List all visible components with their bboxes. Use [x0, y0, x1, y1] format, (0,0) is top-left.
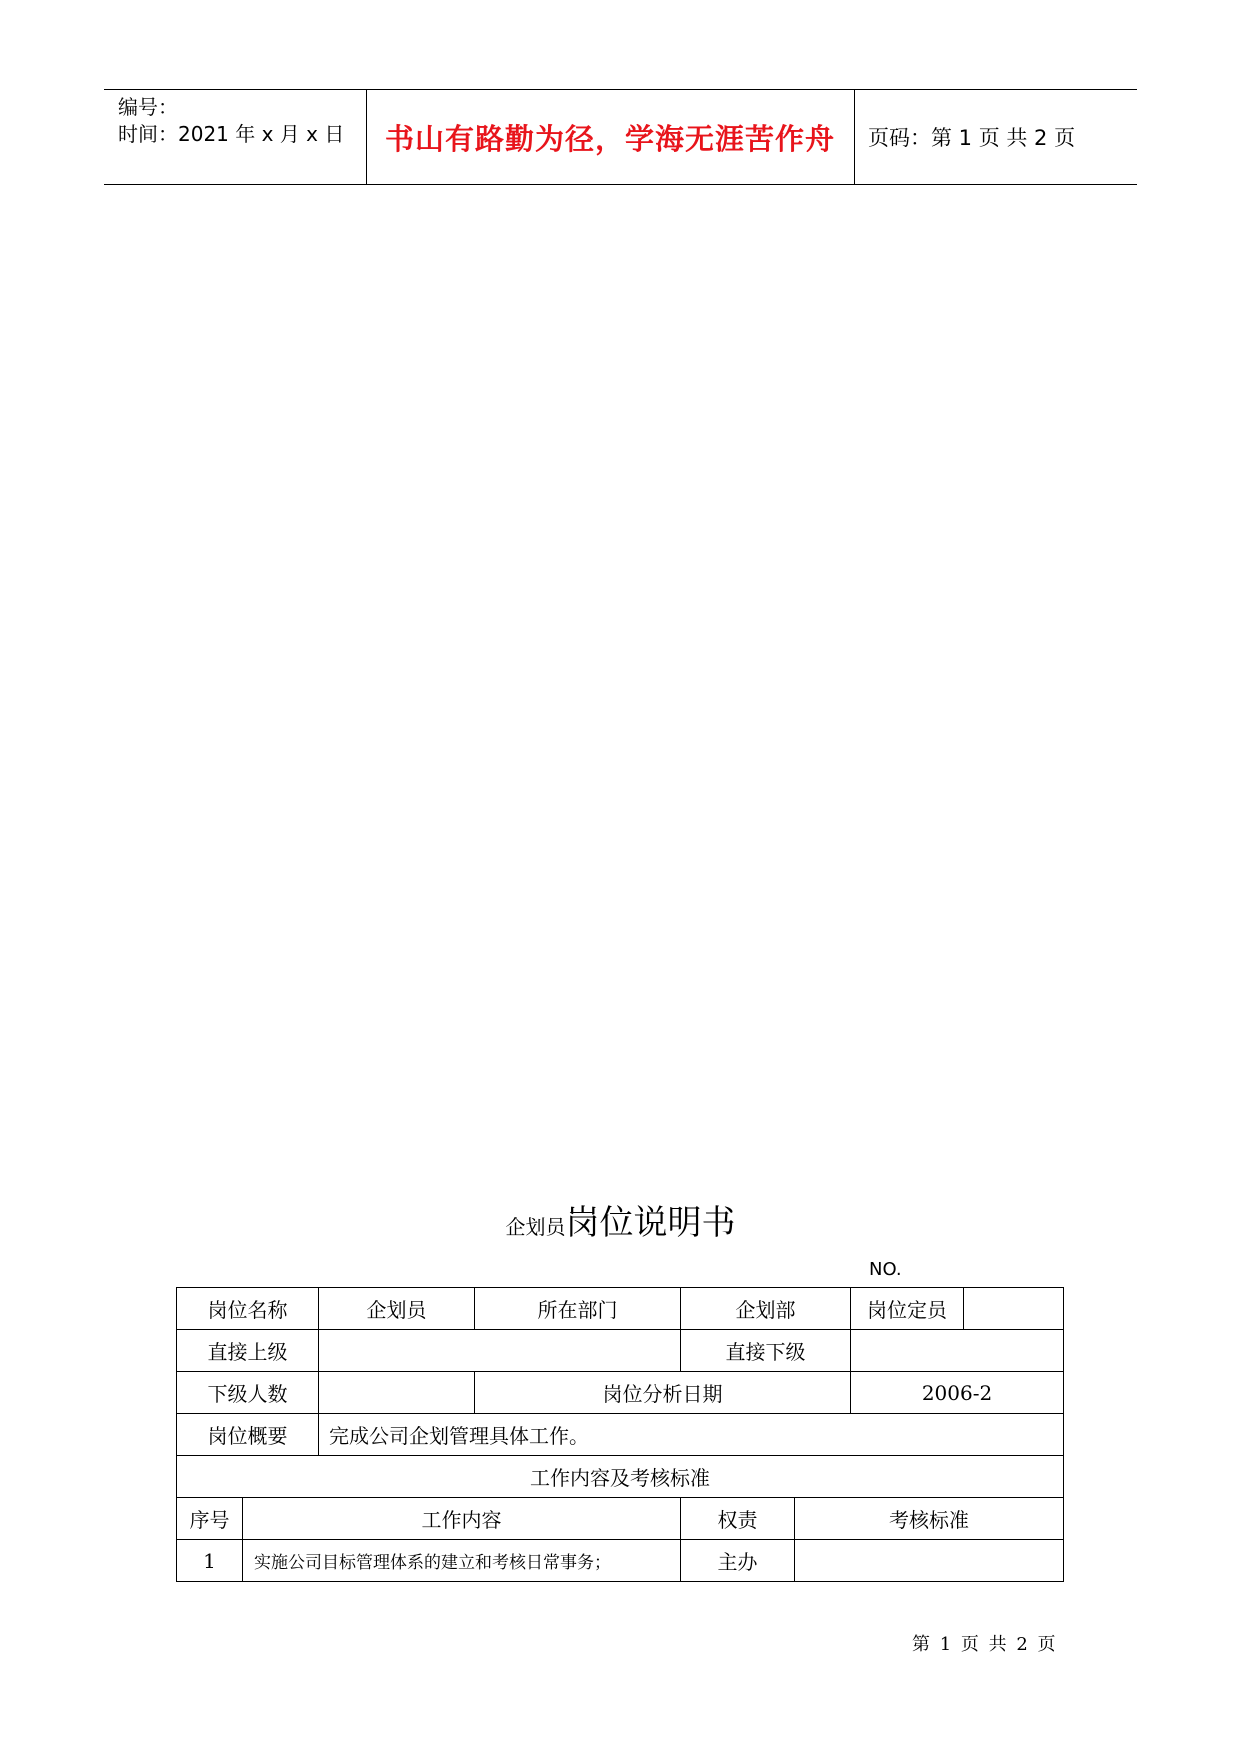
page-header [104, 89, 1137, 185]
summary-value: 完成公司企划管理具体工作。 [319, 1414, 1064, 1456]
department-label: 所在部门 [475, 1288, 681, 1330]
table-header-row [177, 1498, 1064, 1540]
document-title [0, 1195, 1241, 1244]
row-seq: 1 [177, 1540, 243, 1582]
title-main: 岗位说明书 [565, 1203, 736, 1243]
table-row [177, 1456, 1064, 1498]
table-row [177, 1414, 1064, 1456]
document-no-label: NO. [869, 1259, 902, 1280]
header-meta [118, 94, 344, 148]
row-standard [795, 1540, 1064, 1582]
table-row [177, 1288, 1064, 1330]
table-row [177, 1330, 1064, 1372]
superior-label: 直接上级 [177, 1330, 319, 1372]
subordinate-label: 直接下级 [681, 1330, 851, 1372]
column-header-standard: 考核标准 [795, 1498, 1064, 1540]
department-value: 企划部 [681, 1288, 851, 1330]
row-content: 实施公司目标管理体系的建立和考核日常事务； [243, 1540, 681, 1582]
subordinate-value [851, 1330, 1064, 1372]
analysis-date-label: 岗位分析日期 [475, 1372, 851, 1414]
column-header-authority: 权责 [681, 1498, 795, 1540]
row-authority: 主办 [681, 1540, 795, 1582]
header-page-number: 页码：第 1 页 共 2 页 [868, 126, 1076, 150]
sub-count-value [319, 1372, 475, 1414]
superior-value [319, 1330, 681, 1372]
sub-count-label: 下级人数 [177, 1372, 319, 1414]
summary-label: 岗位概要 [177, 1414, 319, 1456]
headcount-label: 岗位定员 [851, 1288, 964, 1330]
page-footer: 第 1 页 共 2 页 [912, 1634, 1056, 1655]
document-time-label: 时间：2021 年 x 月 x 日 [118, 122, 345, 146]
column-header-seq: 序号 [177, 1498, 243, 1540]
position-name-label: 岗位名称 [177, 1288, 319, 1330]
column-header-content: 工作内容 [243, 1498, 681, 1540]
table-row [177, 1372, 1064, 1414]
section-title: 工作内容及考核标准 [177, 1456, 1064, 1498]
position-name-value: 企划员 [319, 1288, 475, 1330]
title-prefix: 企划员 [505, 1215, 566, 1239]
headcount-value [964, 1288, 1064, 1330]
header-motto: 书山有路勤为径，学海无涯苦作舟 [384, 121, 835, 156]
job-description-table [176, 1287, 1064, 1582]
analysis-date-value: 2006-2 [851, 1372, 1064, 1414]
document-number-label: 编号： [118, 95, 178, 119]
header-divider [854, 90, 855, 184]
table-row [177, 1540, 1064, 1582]
